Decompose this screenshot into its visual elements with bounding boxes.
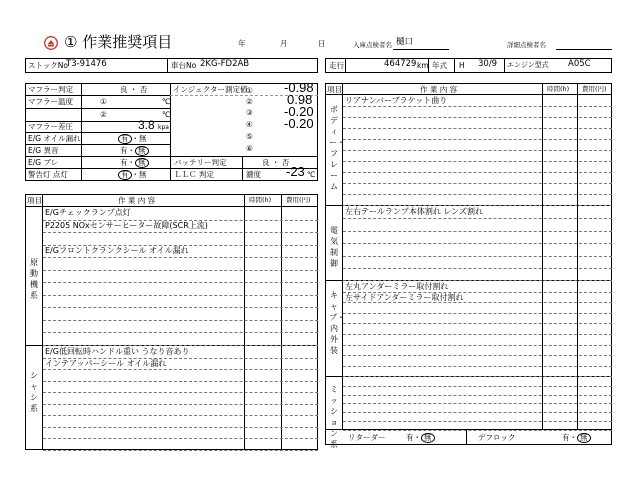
left-col-time: 時間(h): [249, 196, 272, 204]
work-row-text: E/G低回転時ハンドル重い うなり音あり: [45, 347, 190, 356]
mileage-unit: km: [417, 61, 429, 70]
eg-noise-label: E/G 異音: [28, 146, 59, 155]
stock-label: ストックNo: [28, 61, 68, 70]
retarder-options: 有・ 無: [406, 433, 435, 443]
left-col-cost: 費用(円): [286, 196, 311, 204]
injector-value-4: -0.20: [284, 116, 314, 131]
chassis-label: 車台No: [171, 61, 197, 70]
muffler-temp-label: マフラー温度: [28, 97, 73, 106]
engine-type-label: エンジン型式: [507, 61, 549, 69]
retarder-label: リターダー: [348, 433, 386, 442]
injector-value-3: -0.20: [284, 104, 314, 119]
section-engine: 原動機系: [30, 258, 38, 300]
eg-noise-options: 有・ 無: [120, 146, 149, 156]
muffler-diff-unit: kpa: [158, 124, 169, 131]
inspector-label: 入庫点検者名: [353, 41, 392, 49]
mileage-value: 464729: [384, 59, 417, 69]
injector-index-2: ②: [246, 97, 253, 106]
work-row-text: リアナンバーブラケット曲り: [345, 96, 448, 105]
work-row-text: P2205 NOxセンサーヒーター故障(SCR上流): [45, 220, 208, 230]
model-year-era: H: [459, 61, 465, 70]
date-day-label: 日: [318, 39, 326, 48]
concentration-label: 濃度: [246, 170, 261, 179]
concentration-value: -23: [286, 164, 305, 179]
injector-index-4: ④: [246, 120, 253, 129]
work-row-text: E/Gチェックランプ点灯: [45, 208, 131, 217]
muffler-temp-2: ②: [100, 110, 107, 119]
section-chassis: シャシ系: [30, 371, 38, 413]
eg-oil-leak-label: E/G オイル漏れ: [28, 134, 81, 143]
injector-value-1: -0.98: [284, 80, 314, 95]
section-electric: 電気制御: [330, 226, 338, 268]
injector-index-6: ⑥: [246, 144, 253, 153]
battery-options: 良 ・ 否: [262, 158, 290, 167]
eg-oil-leak-options: 有 ・無: [118, 134, 147, 144]
work-row-text: 左サイドアンダーミラー取付割れ: [345, 292, 464, 302]
detail-inspector-label: 詳細点検者名: [507, 41, 546, 49]
logo-icon: [44, 35, 58, 49]
section-cab: キャブ・内外装: [329, 291, 345, 355]
inspector-name: 樋口: [396, 37, 414, 47]
section-mission: ミッション系: [330, 385, 338, 449]
right-col-cost: 費用(円): [582, 85, 607, 93]
muffler-judge-options: 良 ・ 否: [120, 85, 148, 94]
difflock-label: デフロック: [478, 433, 516, 442]
chassis-value: 2KG-FD2AB: [200, 59, 250, 69]
injector-value-2: 0.98: [287, 92, 313, 107]
date-year-label: 年: [238, 39, 246, 48]
injector-index-1: ①: [246, 86, 253, 95]
warning-lamp-options: 有 ・無: [118, 170, 147, 180]
concentration-unit: ℃: [307, 170, 316, 179]
section-body: ボディー・フレーム: [329, 105, 345, 191]
engine-type-value: A05C: [568, 59, 591, 69]
eg-shake-options: 有・ 無: [120, 158, 149, 168]
difflock-options: 有・ 無: [562, 433, 591, 443]
muffler-diff-label: マフラー差圧: [28, 122, 73, 131]
injector-label: インジェクター測定値: [173, 85, 248, 94]
left-col-item: 項目: [27, 196, 42, 205]
injector-index-5: ⑤: [246, 132, 253, 141]
muffler-temp-1: ①: [100, 97, 107, 106]
model-year-value: 30/9: [478, 59, 498, 69]
eg-shake-label: E/G ブレ: [28, 158, 59, 167]
right-col-time: 時間(h): [547, 85, 570, 93]
muffler-diff-value: 3.8: [138, 118, 155, 132]
battery-label: バッテリー判定: [174, 158, 227, 167]
work-row-text: インテアッパーシール オイル漏れ: [45, 358, 167, 368]
work-row-text: 左右テールランプ本体割れ レンズ割れ: [345, 207, 483, 216]
left-col-work: 作 業 内 容: [118, 196, 156, 205]
injector-index-3: ③: [246, 108, 253, 117]
llc-label: ＬＬＣ 判定: [174, 170, 214, 179]
work-row-text: E/Gフロントクランクシール オイル漏れ: [45, 245, 189, 255]
work-row-text: 左丸アンダーミラー取付割れ: [345, 282, 449, 291]
warning-lamp-label: 警告灯 点灯: [28, 170, 68, 179]
date-month-label: 月: [280, 39, 288, 48]
right-col-item: 項目: [327, 85, 342, 94]
muffler-temp-unit-1: ℃: [162, 97, 171, 106]
mileage-label: 走行: [329, 61, 344, 70]
muffler-judge-label: マフラー判定: [28, 85, 73, 94]
right-work-table: [325, 83, 612, 445]
model-year-label: 年式: [432, 61, 447, 70]
muffler-temp-unit-2: ℃: [162, 110, 171, 119]
page-title: ① 作業推奨項目: [64, 33, 173, 51]
right-col-work: 作 業 内 容: [420, 85, 458, 94]
stock-value: T3-91476: [66, 59, 107, 69]
